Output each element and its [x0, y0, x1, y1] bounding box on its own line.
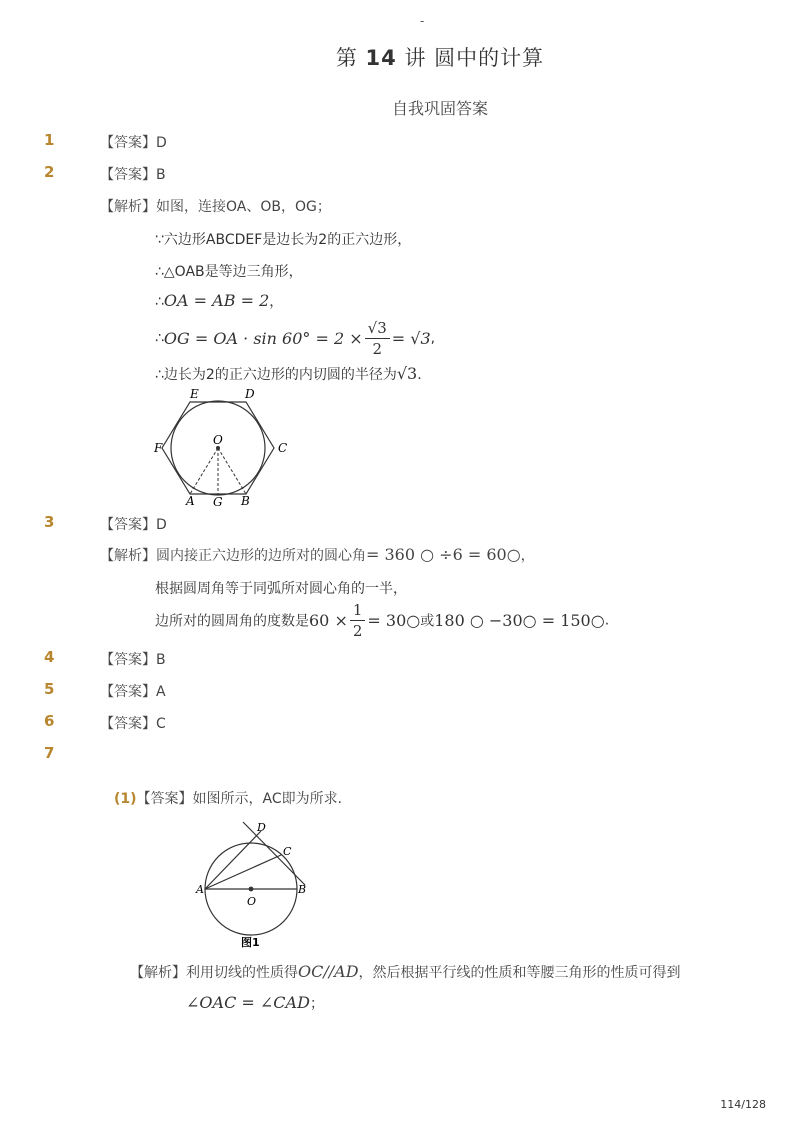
part-answer-line-7-1: (1)【答案】如图所示，AC即为所求．	[114, 791, 352, 807]
label-f: F	[154, 441, 163, 455]
analysis-line-2-2: ∴△OAB是等边三角形，	[155, 264, 303, 280]
chord-ac	[205, 855, 281, 889]
question-number-3: 3	[44, 513, 55, 531]
label-b: B	[241, 494, 250, 508]
center-point-o	[249, 887, 254, 892]
analysis-line-2-1: ∵六边形ABCDEF是边长为2的正六边形，	[155, 232, 412, 248]
question-number-2: 2	[44, 163, 55, 181]
analysis-line-3-1: 根据圆周角等于同弧所对圆心角的一半，	[155, 581, 407, 597]
label-b: B	[298, 883, 307, 896]
analysis-line-3-0: 【解析】圆内接正六边形的边所对的圆心角= 360 ○ ÷6 = 60○，	[100, 545, 535, 564]
segment-ob	[218, 448, 246, 494]
label-o: O	[213, 433, 223, 447]
analysis-line-7-1: ∠OAC = ∠CAD；	[186, 993, 324, 1012]
label-c: C	[278, 441, 288, 455]
circle-tangent-figure	[195, 815, 320, 950]
analysis-line-2-5: ∴边长为2的正六边形的内切圆的半径为√3.	[155, 364, 422, 383]
figure-caption: 图1	[241, 936, 260, 949]
section-subtitle: 自我巩固答案	[391, 99, 488, 118]
line-ad	[205, 831, 261, 889]
analysis-line-7-0: 【解析】利用切线的性质得OC//AD，然后根据平行线的性质和等腰三角形的性质可得到	[130, 962, 681, 981]
question-number-7: 7	[44, 744, 55, 762]
label-a: A	[186, 494, 195, 508]
tangent-line	[243, 822, 305, 885]
question-number-6: 6	[44, 712, 55, 730]
page-number: 114/128	[720, 1098, 766, 1111]
label-g: G	[213, 495, 223, 509]
page-title: 第 14 讲 圆中的计算	[335, 46, 545, 70]
analysis-line-2-3: ∴OA = AB = 2，	[155, 291, 284, 310]
analysis-line-2-0: 【解析】如图，连接OA、OB，OG；	[100, 199, 331, 215]
label-d: D	[257, 821, 266, 834]
analysis-line-2-4: ∴OG = OA · sin 60° = 2 × $\frac{√3}{2}$ = √3,	[155, 319, 436, 358]
label-o: O	[247, 895, 257, 908]
answer-line-5: 【答案】A	[100, 684, 166, 700]
top-mark: -	[420, 14, 425, 28]
label-e: E	[190, 387, 199, 401]
label-a: A	[196, 883, 204, 896]
answer-line-4: 【答案】B	[100, 652, 166, 668]
analysis-line-3-2: 边所对的圆周角的度数是60 × $\frac{1}{2}$ = 30○或180 ○ −30○ = 150○.	[155, 601, 610, 640]
question-number-1: 1	[44, 131, 55, 149]
answer-line-2: 【答案】B	[100, 167, 166, 183]
label-d: D	[245, 387, 255, 401]
question-number-4: 4	[44, 648, 55, 666]
answer-line-1: 【答案】D	[100, 135, 167, 151]
hexagon-figure	[150, 384, 300, 510]
answer-line-3: 【答案】D	[100, 517, 167, 533]
segment-oa	[190, 448, 218, 494]
question-number-5: 5	[44, 680, 55, 698]
label-c: C	[283, 845, 292, 858]
answer-line-6: 【答案】C	[100, 716, 166, 732]
